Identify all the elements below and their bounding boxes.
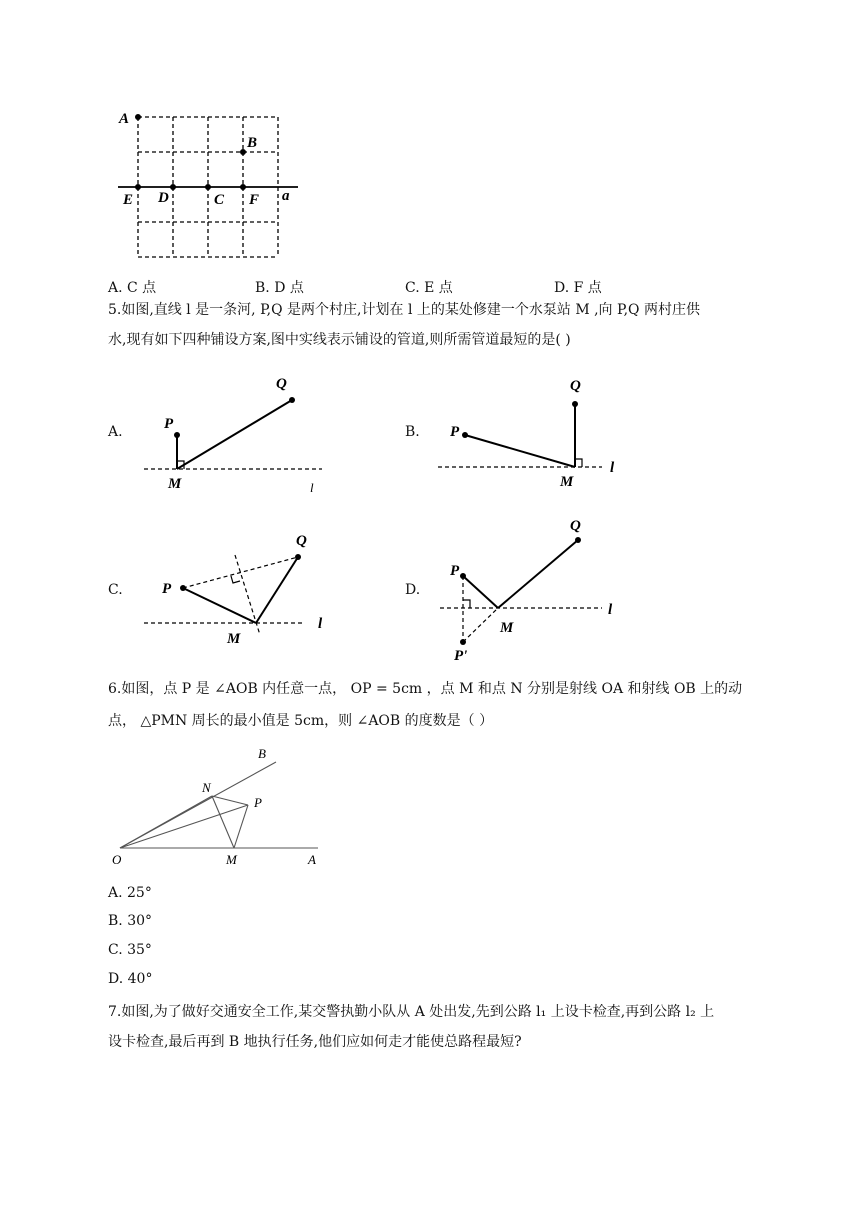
q6-option-a: A. 25° xyxy=(108,885,152,901)
label-P: P xyxy=(450,424,460,440)
point-E xyxy=(135,184,141,190)
label-N: N xyxy=(202,780,211,795)
q5-option-label-b: B. xyxy=(405,424,420,440)
label-P: P xyxy=(164,416,174,432)
label-E: E xyxy=(123,192,134,208)
label-B: B xyxy=(258,746,266,761)
label-M: M xyxy=(560,474,574,490)
q4-option-d: D. F 点 xyxy=(554,280,602,296)
point-C xyxy=(205,184,211,190)
label-Q: Q xyxy=(570,518,581,534)
label-D: D xyxy=(158,190,169,206)
label-P-prime: P' xyxy=(454,648,468,664)
label-l: l xyxy=(310,480,314,495)
label-A: A xyxy=(119,111,130,127)
q5-option-label-c: C. xyxy=(108,582,123,598)
q5-figure-b xyxy=(430,368,640,500)
q4-option-b: B. D 点 xyxy=(255,280,304,296)
q4-grid-figure xyxy=(110,105,310,265)
q5-option-label-a: A. xyxy=(108,424,123,440)
q5-figure-c xyxy=(140,525,340,655)
label-l: l xyxy=(608,602,613,618)
label-M: M xyxy=(226,852,237,867)
point-B xyxy=(240,149,246,155)
label-M: M xyxy=(227,631,241,647)
point-A xyxy=(135,114,141,120)
q6-stem-line2: 点， △PMN 周长的最小值是 5cm，则 ∠AOB 的度数是（ ） xyxy=(108,713,494,729)
label-Q: Q xyxy=(276,376,287,392)
q6-option-c: C. 35° xyxy=(108,942,152,958)
label-B: B xyxy=(247,135,258,151)
label-P: P xyxy=(254,795,262,810)
label-M: M xyxy=(168,476,182,492)
label-l: l xyxy=(318,616,323,632)
label-P: P xyxy=(162,581,172,597)
label-O: O xyxy=(112,852,122,867)
label-F: F xyxy=(249,192,260,208)
q6-stem-line1: 6.如图，点 P 是 ∠AOB 内任意一点， OP = 5cm ，点 M 和点 N 分别是射线 OA 和射线 OB 上的动 xyxy=(108,681,743,697)
q7-stem-line2: 设卡检查,最后再到 B 地执行任务,他们应如何走才能使总路程最短? xyxy=(108,1034,522,1050)
q5-stem-line2: 水,现有如下四种铺设方案,图中实线表示铺设的管道,则所需管道最短的是( ) xyxy=(108,332,571,348)
q4-option-a: A. C 点 xyxy=(108,280,157,296)
q5-figure-d xyxy=(430,508,640,668)
q5-figure-a xyxy=(140,368,340,500)
q4-option-c: C. E 点 xyxy=(405,280,453,296)
label-P: P xyxy=(450,563,460,579)
label-A: A xyxy=(308,852,316,867)
q5-stem-line1: 5.如图,直线 l 是一条河, P,Q 是两个村庄,计划在 l 上的某处修建一个水泵站 M ,向 P,Q 两村庄供 xyxy=(108,302,700,318)
label-l: l xyxy=(610,460,615,476)
label-Q: Q xyxy=(570,378,581,394)
q6-option-b: B. 30° xyxy=(108,913,153,929)
q6-option-d: D. 40° xyxy=(108,971,153,987)
q5-option-label-d: D. xyxy=(405,582,421,598)
q7-stem-line1: 7.如图,为了做好交通安全工作,某交警执勤小队从 A 处出发,先到公路 l₁ 上设卡检查,再到公路 l₂ 上 xyxy=(108,1004,715,1020)
label-a: a xyxy=(282,188,290,204)
label-M: M xyxy=(500,620,514,636)
label-Q: Q xyxy=(296,533,307,549)
point-D xyxy=(170,184,176,190)
q6-figure xyxy=(108,740,348,870)
label-C: C xyxy=(214,192,225,208)
point-F xyxy=(240,184,246,190)
